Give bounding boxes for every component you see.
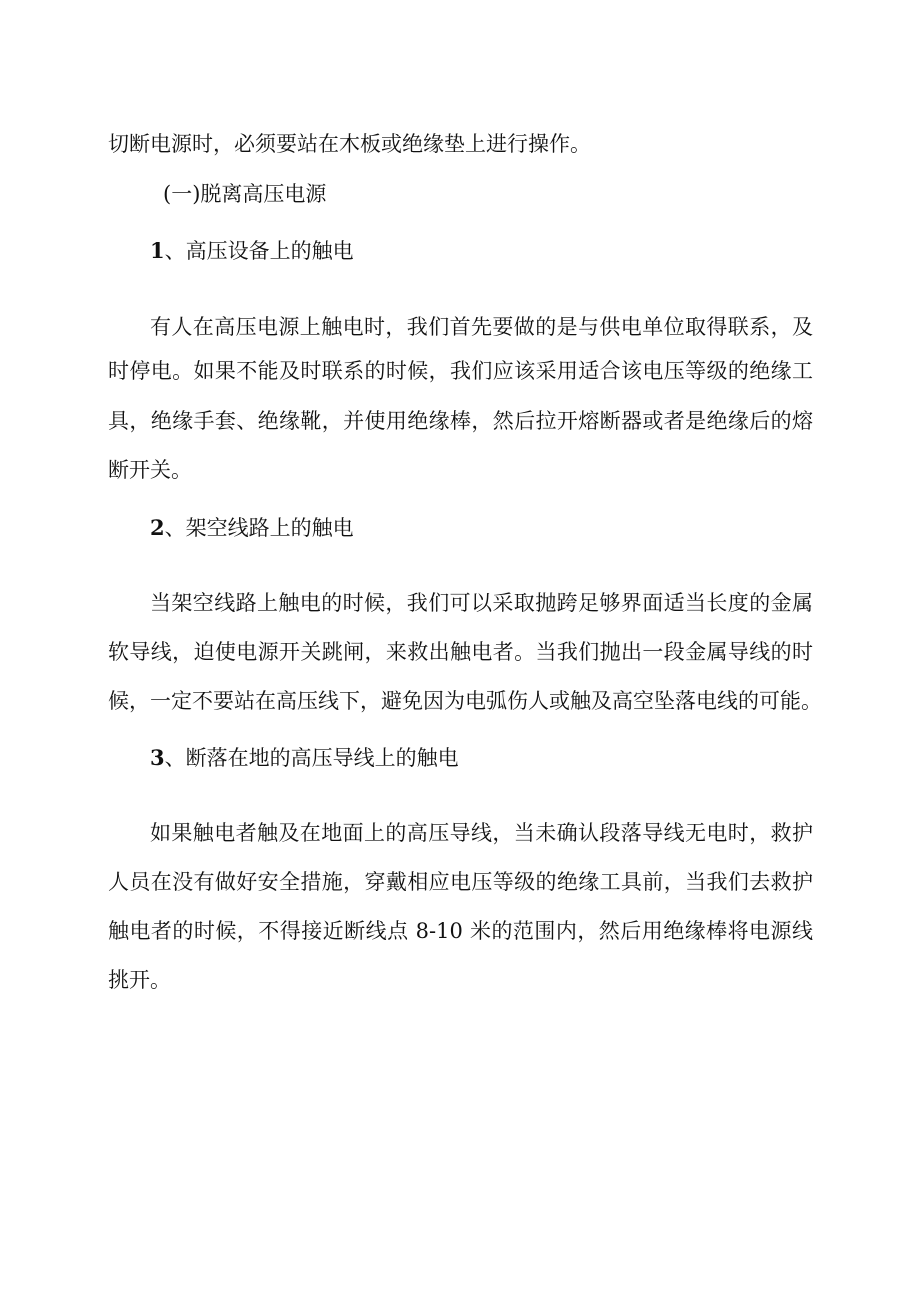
paragraph-line: 有人在高压电源上触电时，我们首先要做的是与供电单位取得联系，及 [150,315,813,339]
paragraph-line: 具，绝缘手套、绝缘靴，并使用绝缘棒，然后拉开熔断器或者是绝缘后的熔 [108,409,813,433]
section-title: (一)脱离高压电源 [163,182,327,206]
paragraph-line: 如果触电者触及在地面上的高压导线，当未确认段落导线无电时，救护 [150,821,813,845]
subsection-heading-3 [150,744,813,772]
subsection-number: 3 [150,745,165,770]
paragraph-line: 人员在没有做好安全措施，穿戴相应电压等级的绝缘工具前，当我们去救护 [108,870,813,894]
paragraph-line: 触电者的时候，不得接近断线点 8-10 米的范围内，然后用绝缘棒将电源线 [108,919,813,943]
paragraph-line: 当架空线路上触电的时候，我们可以采取抛跨足够界面适当长度的金属 [150,591,813,615]
subsection-number: 2 [150,515,165,540]
paragraph-line: 候，一定不要站在高压线下，避免因为电弧伤人或触及高空坠落电线的可能。 [108,689,822,713]
paragraph-line: 时停电。如果不能及时联系的时候，我们应该采用适合该电压等级的绝缘工 [108,359,813,383]
paragraph-line: 挑开。 [108,968,171,992]
paragraph-line: 软导线，迫使电源开关跳闸，来救出触电者。当我们抛出一段金属导线的时 [108,640,813,664]
subsection-title: 、高压设备上的触电 [164,239,354,263]
intro-line: 切断电源时，必须要站在木板或绝缘垫上进行操作。 [108,132,591,156]
paragraph-line: 断开关。 [108,458,192,482]
subsection-number: 1 [150,238,165,263]
subsection-title: 、架空线路上的触电 [164,516,354,540]
subsection-heading-2 [150,514,813,542]
subsection-title: 、断落在地的高压导线上的触电 [164,746,459,770]
subsection-heading-1 [150,237,813,265]
